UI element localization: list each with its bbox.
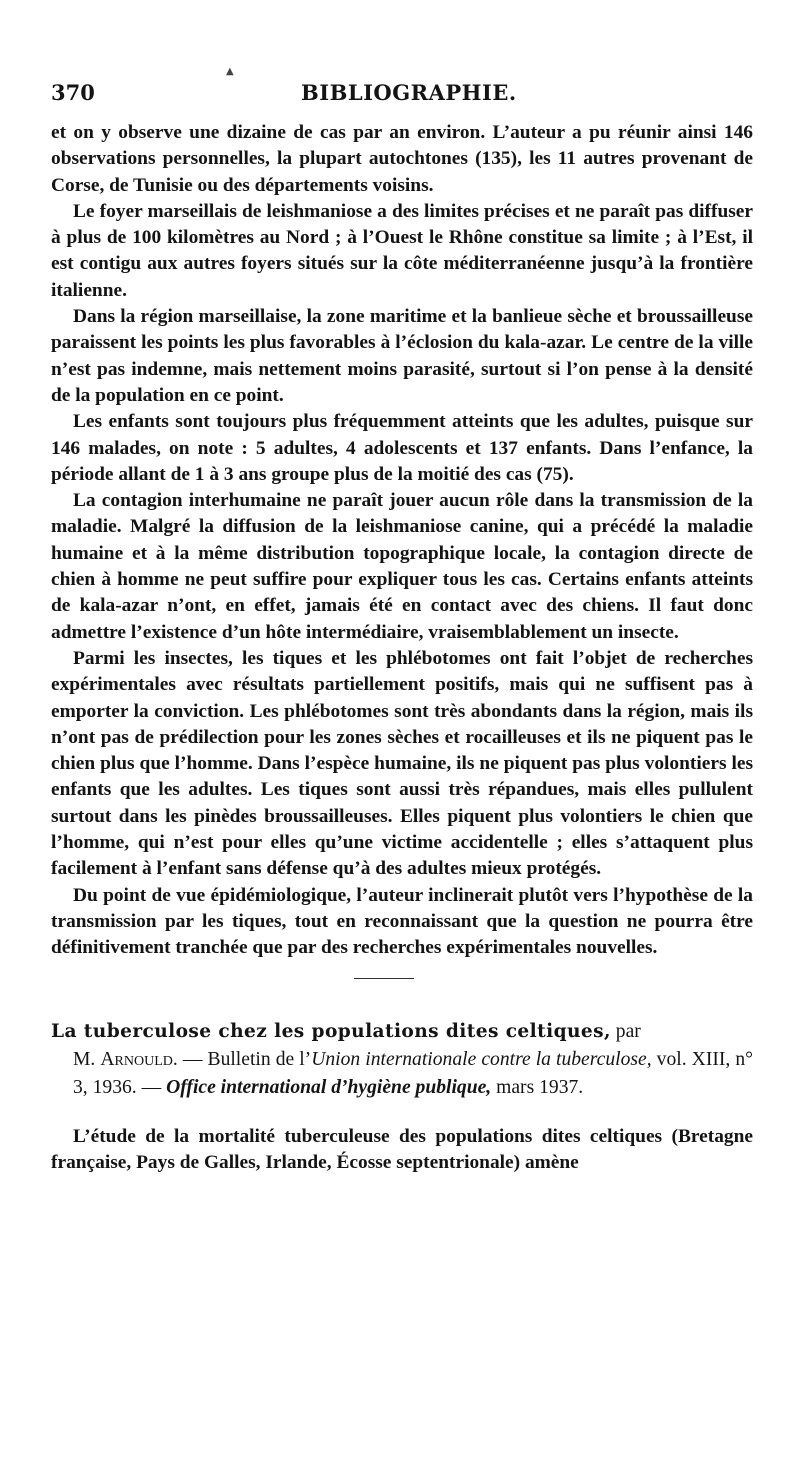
body-paragraph: L’étude de la mortalité tuberculeuse des populations dites celtiques (Bretagne française, Pays de Galles, Irlande, Écosse septentrionale) amène: [51, 1125, 753, 1173]
author-prefix: M.: [73, 1048, 96, 1070]
citation-dash: —: [182, 1048, 203, 1070]
page-header: [51, 80, 753, 120]
running-title: BIBLIOGRAPHIE.: [301, 80, 517, 105]
article-citation-details: [51, 1046, 753, 1102]
body-paragraph: Les enfants sont toujours plus fréquemment atteints que les adultes, puisque sur 146 malades, on note : 5 adultes, 4 adolescents et 137 enfants. Dans l’enfance, la période allant de 1 à 3 ans groupe plus de la moitié des cas (75).: [51, 411, 753, 485]
citation-dash: —: [141, 1076, 162, 1098]
body-paragraph: Parmi les insectes, les tiques et les phlébotomes ont fait l’objet de recherches expérimentales avec résultats partiellement positifs, mais qui ne suffisent pas à emporter la conviction. Les phlébotomes sont très abondants dans la région, mais ils n’ont pas de prédilection pour les zones sèches et rocailleuses et ils ne piquent pas le chien plus que l’homme. Dans l’espèce humaine, ils ne piquent pas plus volontiers les enfants que les adultes. Les tiques sont aussi très répandues, mais elles pullulent surtout dans les pinèdes broussailleuses. Elles piquent plus volontiers le chien que l’homme, qui n’est pour elles qu’une victime accidentelle ; elles s’attaquent plus facilement à l’enfant sans défense qu’à des adultes mieux protégés.: [51, 647, 753, 880]
journal-volume: vol. XIII, n° 3, 1936.: [73, 1048, 753, 1098]
body-paragraph: Dans la région marseillaise, la zone maritime et la banlieue sèche et broussailleuse paraissent les points les plus favorables à l’éclosion du kala-azar. Le centre de la ville n’est pas indemne, mais nettement moins parasité, surtout si l’on pense à la densité de la population en ce point.: [51, 306, 753, 406]
body-paragraph: Le foyer marseillais de leishmaniose a des limites précises et ne paraît pas diffuser à plus de 100 kilomètres au Nord ; à l’Ouest le Rhône constitue sa limite ; à l’Est, il est contigu aux autres foyers situés sur la côte méditerranéenne jusqu’à la frontière italienne.: [51, 200, 753, 301]
office-name: Office international d’hygiène publique,: [166, 1076, 492, 1098]
publication-date: mars 1937.: [496, 1076, 584, 1098]
article-citation: [51, 1018, 753, 1102]
print-speck: ▲: [226, 66, 234, 77]
article-title: La tuberculose chez les populations dites celtiques,: [51, 1020, 611, 1042]
body-paragraph: Du point de vue épidémiologique, l’auteur inclinerait plutôt vers l’hypothèse de la transmission par les tiques, tout en reconnaissant que la question ne pourra être définitivement tranchée que par des recherches expérimentales nouvelles.: [51, 884, 753, 959]
bulletin-prefix: Bulletin de l’: [207, 1048, 312, 1070]
article-by: par: [615, 1020, 641, 1042]
section-divider: [354, 978, 414, 979]
body-paragraph: et on y observe une dizaine de cas par an environ. L’auteur a pu réunir ainsi 146 observations personnelles, la plupart autochtones (135), les 11 autres provenant de Corse, de Tunisie ou des départements voisins.: [51, 122, 753, 196]
article-author: Arnould.: [100, 1048, 178, 1070]
journal-name: Union internationale contre la tuberculose,: [311, 1048, 652, 1070]
page-number: 370: [51, 80, 95, 105]
spacer: [51, 1102, 753, 1124]
document-page: [51, 80, 753, 1176]
body-paragraph: La contagion interhumaine ne paraît jouer aucun rôle dans la transmission de la maladie. Malgré la diffusion de la leishmaniose canine, qui a précédé la maladie humaine et à la même distribution topographique locale, la contagion directe de chien à homme ne peut suffire pour expliquer tous les cas. Certains enfants atteints de kala-azar n’ont, en effet, jamais été en contact avec des chiens. Il faut donc admettre l’existence d’un hôte intermédiaire, vraisemblablement un insecte.: [51, 490, 753, 643]
